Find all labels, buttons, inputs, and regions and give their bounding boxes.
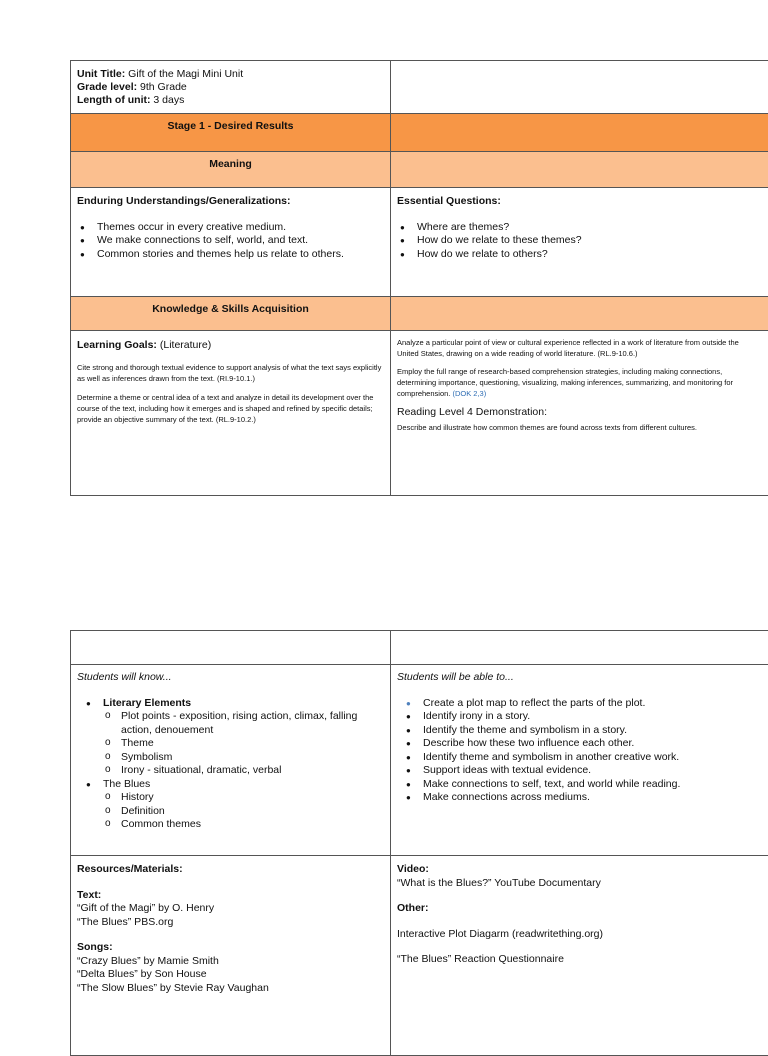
stage1-header-cell bbox=[71, 114, 391, 152]
stage1-heading: Stage 1 - Desired Results bbox=[71, 114, 390, 138]
resources-cell bbox=[71, 856, 391, 1056]
list-item: o Plot points - exposition, rising action, climax, falling action, denouement bbox=[103, 710, 384, 737]
blues-sublist bbox=[103, 791, 384, 832]
empty-cell bbox=[391, 297, 768, 331]
list-item: ● Themes occur in every creative medium. bbox=[77, 221, 384, 235]
length-value: 3 days bbox=[153, 94, 184, 106]
video-heading: Video: bbox=[397, 863, 762, 877]
list-item: ● Identify irony in a story. bbox=[397, 710, 762, 724]
standard-rl6: Analyze a particular point of view or cultural experience reflected in a work of literature from outside the United States, drawing on a wide reading of world literature. (RL.9-10.6.) bbox=[397, 337, 762, 359]
list-item: o Definition bbox=[103, 805, 384, 819]
list-item: ● How do we relate to others? bbox=[397, 248, 762, 262]
list-item: ● Describe how these two influence each other. bbox=[397, 737, 762, 751]
learning-goals-cell bbox=[71, 331, 391, 496]
song-item: “Crazy Blues” by Mamie Smith bbox=[77, 955, 384, 969]
text-item: “Gift of the Magi” by O. Henry bbox=[77, 902, 384, 916]
video-item: “What is the Blues?” YouTube Documentary bbox=[397, 877, 762, 891]
list-item: ● Make connections to self, text, and world while reading. bbox=[397, 778, 762, 792]
list-item: o History bbox=[103, 791, 384, 805]
eu-list bbox=[77, 221, 384, 262]
unit-info-cell bbox=[71, 61, 391, 114]
list-item: o Theme bbox=[103, 737, 384, 751]
list-item: ● Make connections across mediums. bbox=[397, 791, 762, 805]
list-item: ● Support ideas with textual evidence. bbox=[397, 764, 762, 778]
knowledge-skills-header-cell bbox=[71, 297, 391, 331]
unit-plan-table-2 bbox=[70, 630, 768, 1056]
empty-cell bbox=[391, 152, 768, 188]
essential-questions-cell bbox=[391, 188, 768, 297]
empty-cell bbox=[71, 631, 391, 665]
grade-value: 9th Grade bbox=[140, 81, 187, 93]
able-heading: Students will be able to... bbox=[397, 671, 762, 685]
eq-heading: Essential Questions: bbox=[397, 195, 762, 209]
text-item: “The Blues” PBS.org bbox=[77, 916, 384, 930]
list-item: ● Common stories and themes help us relate to others. bbox=[77, 248, 384, 262]
empty-cell bbox=[391, 61, 768, 114]
empty-cell bbox=[391, 114, 768, 152]
songs-heading: Songs: bbox=[77, 941, 384, 955]
students-know-cell bbox=[71, 665, 391, 856]
unit-title-label: Unit Title: bbox=[77, 68, 125, 80]
list-item bbox=[77, 697, 384, 778]
blues-label: The Blues bbox=[103, 778, 150, 790]
eq-list bbox=[397, 221, 762, 262]
students-able-cell bbox=[391, 665, 768, 856]
list-item: ● How do we relate to these themes? bbox=[397, 234, 762, 248]
list-item: o Common themes bbox=[103, 818, 384, 832]
know-list bbox=[77, 697, 384, 832]
other-heading: Other: bbox=[397, 902, 762, 916]
rl4-heading: Reading Level 4 Demonstration: bbox=[397, 406, 762, 420]
standards-cell bbox=[391, 331, 768, 496]
media-cell bbox=[391, 856, 768, 1056]
length-label: Length of unit: bbox=[77, 94, 150, 106]
list-item bbox=[77, 778, 384, 832]
dok-level: (DOK 2,3) bbox=[452, 389, 486, 398]
song-item: “The Slow Blues” by Stevie Ray Vaughan bbox=[77, 982, 384, 996]
text-heading: Text: bbox=[77, 889, 384, 903]
comprehension-standard: Employ the full range of research-based comprehension strategies, including making connections, determining importance, questioning, visualizing, making inferences, summarizing, and monitoring for comprehension. bbox=[397, 367, 733, 398]
able-list bbox=[397, 697, 762, 805]
eu-heading: Enduring Understandings/Generalizations: bbox=[77, 195, 384, 209]
meaning-header-cell bbox=[71, 152, 391, 188]
resources-heading: Resources/Materials: bbox=[77, 863, 384, 877]
literary-sublist bbox=[103, 710, 384, 778]
lg-standard-2: Determine a theme or central idea of a text and analyze in detail its development over the course of the text, including how it emerges and is shaped and refined by specific details; provide an objective summary of the text. (RL.9-10.2.) bbox=[77, 392, 384, 425]
meaning-heading: Meaning bbox=[71, 152, 390, 176]
grade-label: Grade level: bbox=[77, 81, 137, 93]
lg-sub: (Literature) bbox=[160, 339, 211, 351]
empty-cell bbox=[391, 631, 768, 665]
unit-plan-table bbox=[70, 60, 768, 496]
list-item: ● Create a plot map to reflect the parts of the plot. bbox=[397, 697, 762, 711]
list-item: ● Identify the theme and symbolism in a story. bbox=[397, 724, 762, 738]
list-item: ● Where are themes? bbox=[397, 221, 762, 235]
enduring-understandings-cell bbox=[71, 188, 391, 297]
list-item: o Irony - situational, dramatic, verbal bbox=[103, 764, 384, 778]
know-heading: Students will know... bbox=[77, 671, 384, 685]
ks-heading: Knowledge & Skills Acquisition bbox=[71, 297, 390, 321]
other-item: Interactive Plot Diagarm (readwritething.org) bbox=[397, 928, 762, 942]
lg-standard-1: Cite strong and thorough textual evidence to support analysis of what the text says explicitly as well as inferences drawn from the text. (RI.9-10.1.) bbox=[77, 362, 384, 384]
rl4-text: Describe and illustrate how common themes are found across texts from different cultures. bbox=[397, 422, 762, 433]
other-item: “The Blues” Reaction Questionnaire bbox=[397, 953, 762, 967]
list-item: o Symbolism bbox=[103, 751, 384, 765]
lg-label: Learning Goals: bbox=[77, 339, 157, 351]
list-item: ● Identify theme and symbolism in another creative work. bbox=[397, 751, 762, 765]
song-item: “Delta Blues” by Son House bbox=[77, 968, 384, 982]
unit-title: Gift of the Magi Mini Unit bbox=[128, 68, 243, 80]
list-item: ● We make connections to self, world, and text. bbox=[77, 234, 384, 248]
literary-elements-label: Literary Elements bbox=[103, 697, 191, 709]
